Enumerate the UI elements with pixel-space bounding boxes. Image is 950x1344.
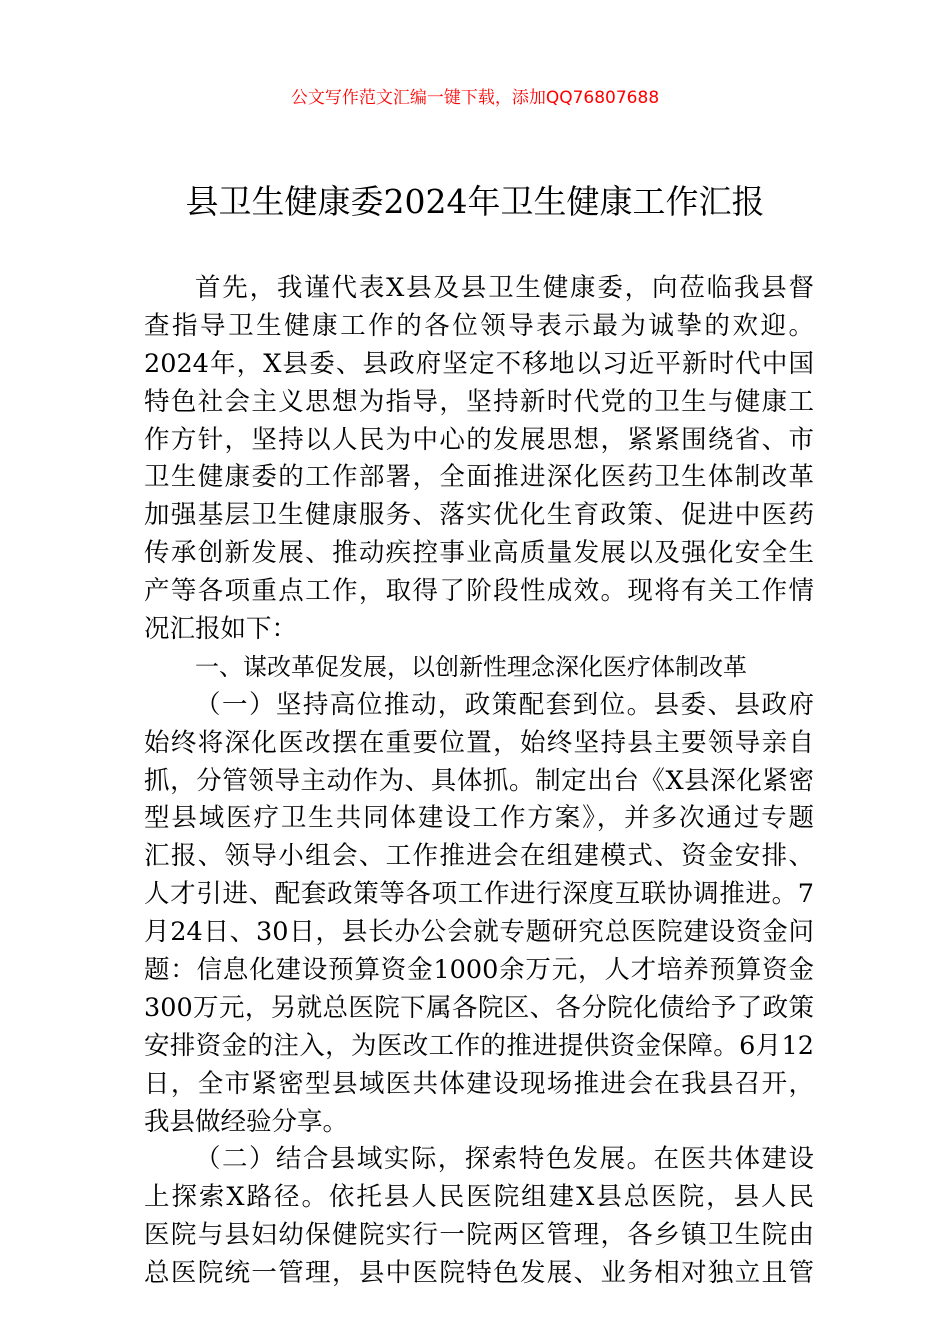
paragraph-line: 题：信息化建设预算资金1000余万元，人才培养预算资金 xyxy=(144,955,814,986)
paragraph-line: 总医院统一管理，县中医院特色发展、业务相对独立且管 xyxy=(144,1258,814,1289)
document-body xyxy=(144,270,814,1293)
paragraph-line: 医院与县妇幼保健院实行一院两区管理，各乡镇卫生院由 xyxy=(144,1220,814,1251)
page-title: 县卫生健康委2024年卫生健康工作汇报 xyxy=(185,182,765,221)
paragraph-line: 人才引进、配套政策等各项工作进行深度互联协调推进。7 xyxy=(144,879,814,910)
paragraph-line: 加强基层卫生健康服务、落实优化生育政策、促进中医药 xyxy=(144,500,814,531)
paragraph-line: 月24日、30日，县长办公会就专题研究总医院建设资金问 xyxy=(144,917,814,948)
paragraph-line: 始终将深化医改摆在重要位置，始终坚持县主要领导亲自 xyxy=(144,727,814,758)
paragraph-line: 传承创新发展、推动疾控事业高质量发展以及强化安全生 xyxy=(144,538,814,569)
paragraph-line: 特色社会主义思想为指导，坚持新时代党的卫生与健康工 xyxy=(144,386,814,417)
paragraph-line: 汇报、领导小组会、工作推进会在组建模式、资金安排、 xyxy=(144,841,814,872)
paragraph-line: 况汇报如下： xyxy=(144,614,298,645)
paragraph-line: 2024年，X县委、县政府坚定不移地以习近平新时代中国 xyxy=(144,348,814,379)
paragraph-line: 安排资金的注入，为医改工作的推进提供资金保障。6月12 xyxy=(144,1030,814,1061)
paragraph-line: 查指导卫生健康工作的各位领导表示最为诚挚的欢迎。 xyxy=(144,310,814,341)
paragraph-line: 型县域医疗卫生共同体建设工作方案》，并多次通过专题 xyxy=(144,803,814,834)
paragraph-line: 产等各项重点工作，取得了阶段性成效。现将有关工作情 xyxy=(144,576,814,607)
download-banner: 公文写作范文汇编一键下载，添加QQ76807688 xyxy=(290,88,660,108)
paragraph-line: 日，全市紧密型县域医共体建设现场推进会在我县召开， xyxy=(144,1068,814,1099)
paragraph-line: （一）坚持高位推动，政策配套到位。县委、县政府 xyxy=(195,689,814,720)
paragraph-line: 上探索X路径。依托县人民医院组建X县总医院，县人民 xyxy=(144,1182,814,1213)
paragraph-line: 我县做经验分享。 xyxy=(144,1106,349,1137)
paragraph-line: 卫生健康委的工作部署，全面推进深化医药卫生体制改革 xyxy=(144,462,814,493)
paragraph-line: 首先，我谨代表X县及县卫生健康委，向莅临我县督 xyxy=(195,273,814,303)
paragraph-line: 作方针，坚持以人民为中心的发展思想，紧紧围绕省、市 xyxy=(144,424,814,455)
paragraph-line: （二）结合县域实际，探索特色发展。在医共体建设 xyxy=(195,1144,814,1175)
section-heading: 一、谋改革促发展，以创新性理念深化医疗体制改革 xyxy=(195,652,747,681)
paragraph-line: 抓，分管领导主动作为、具体抓。制定出台《X县深化紧密 xyxy=(144,765,814,796)
paragraph-line: 300万元，另就总医院下属各院区、各分院化债给予了政策 xyxy=(144,992,814,1023)
